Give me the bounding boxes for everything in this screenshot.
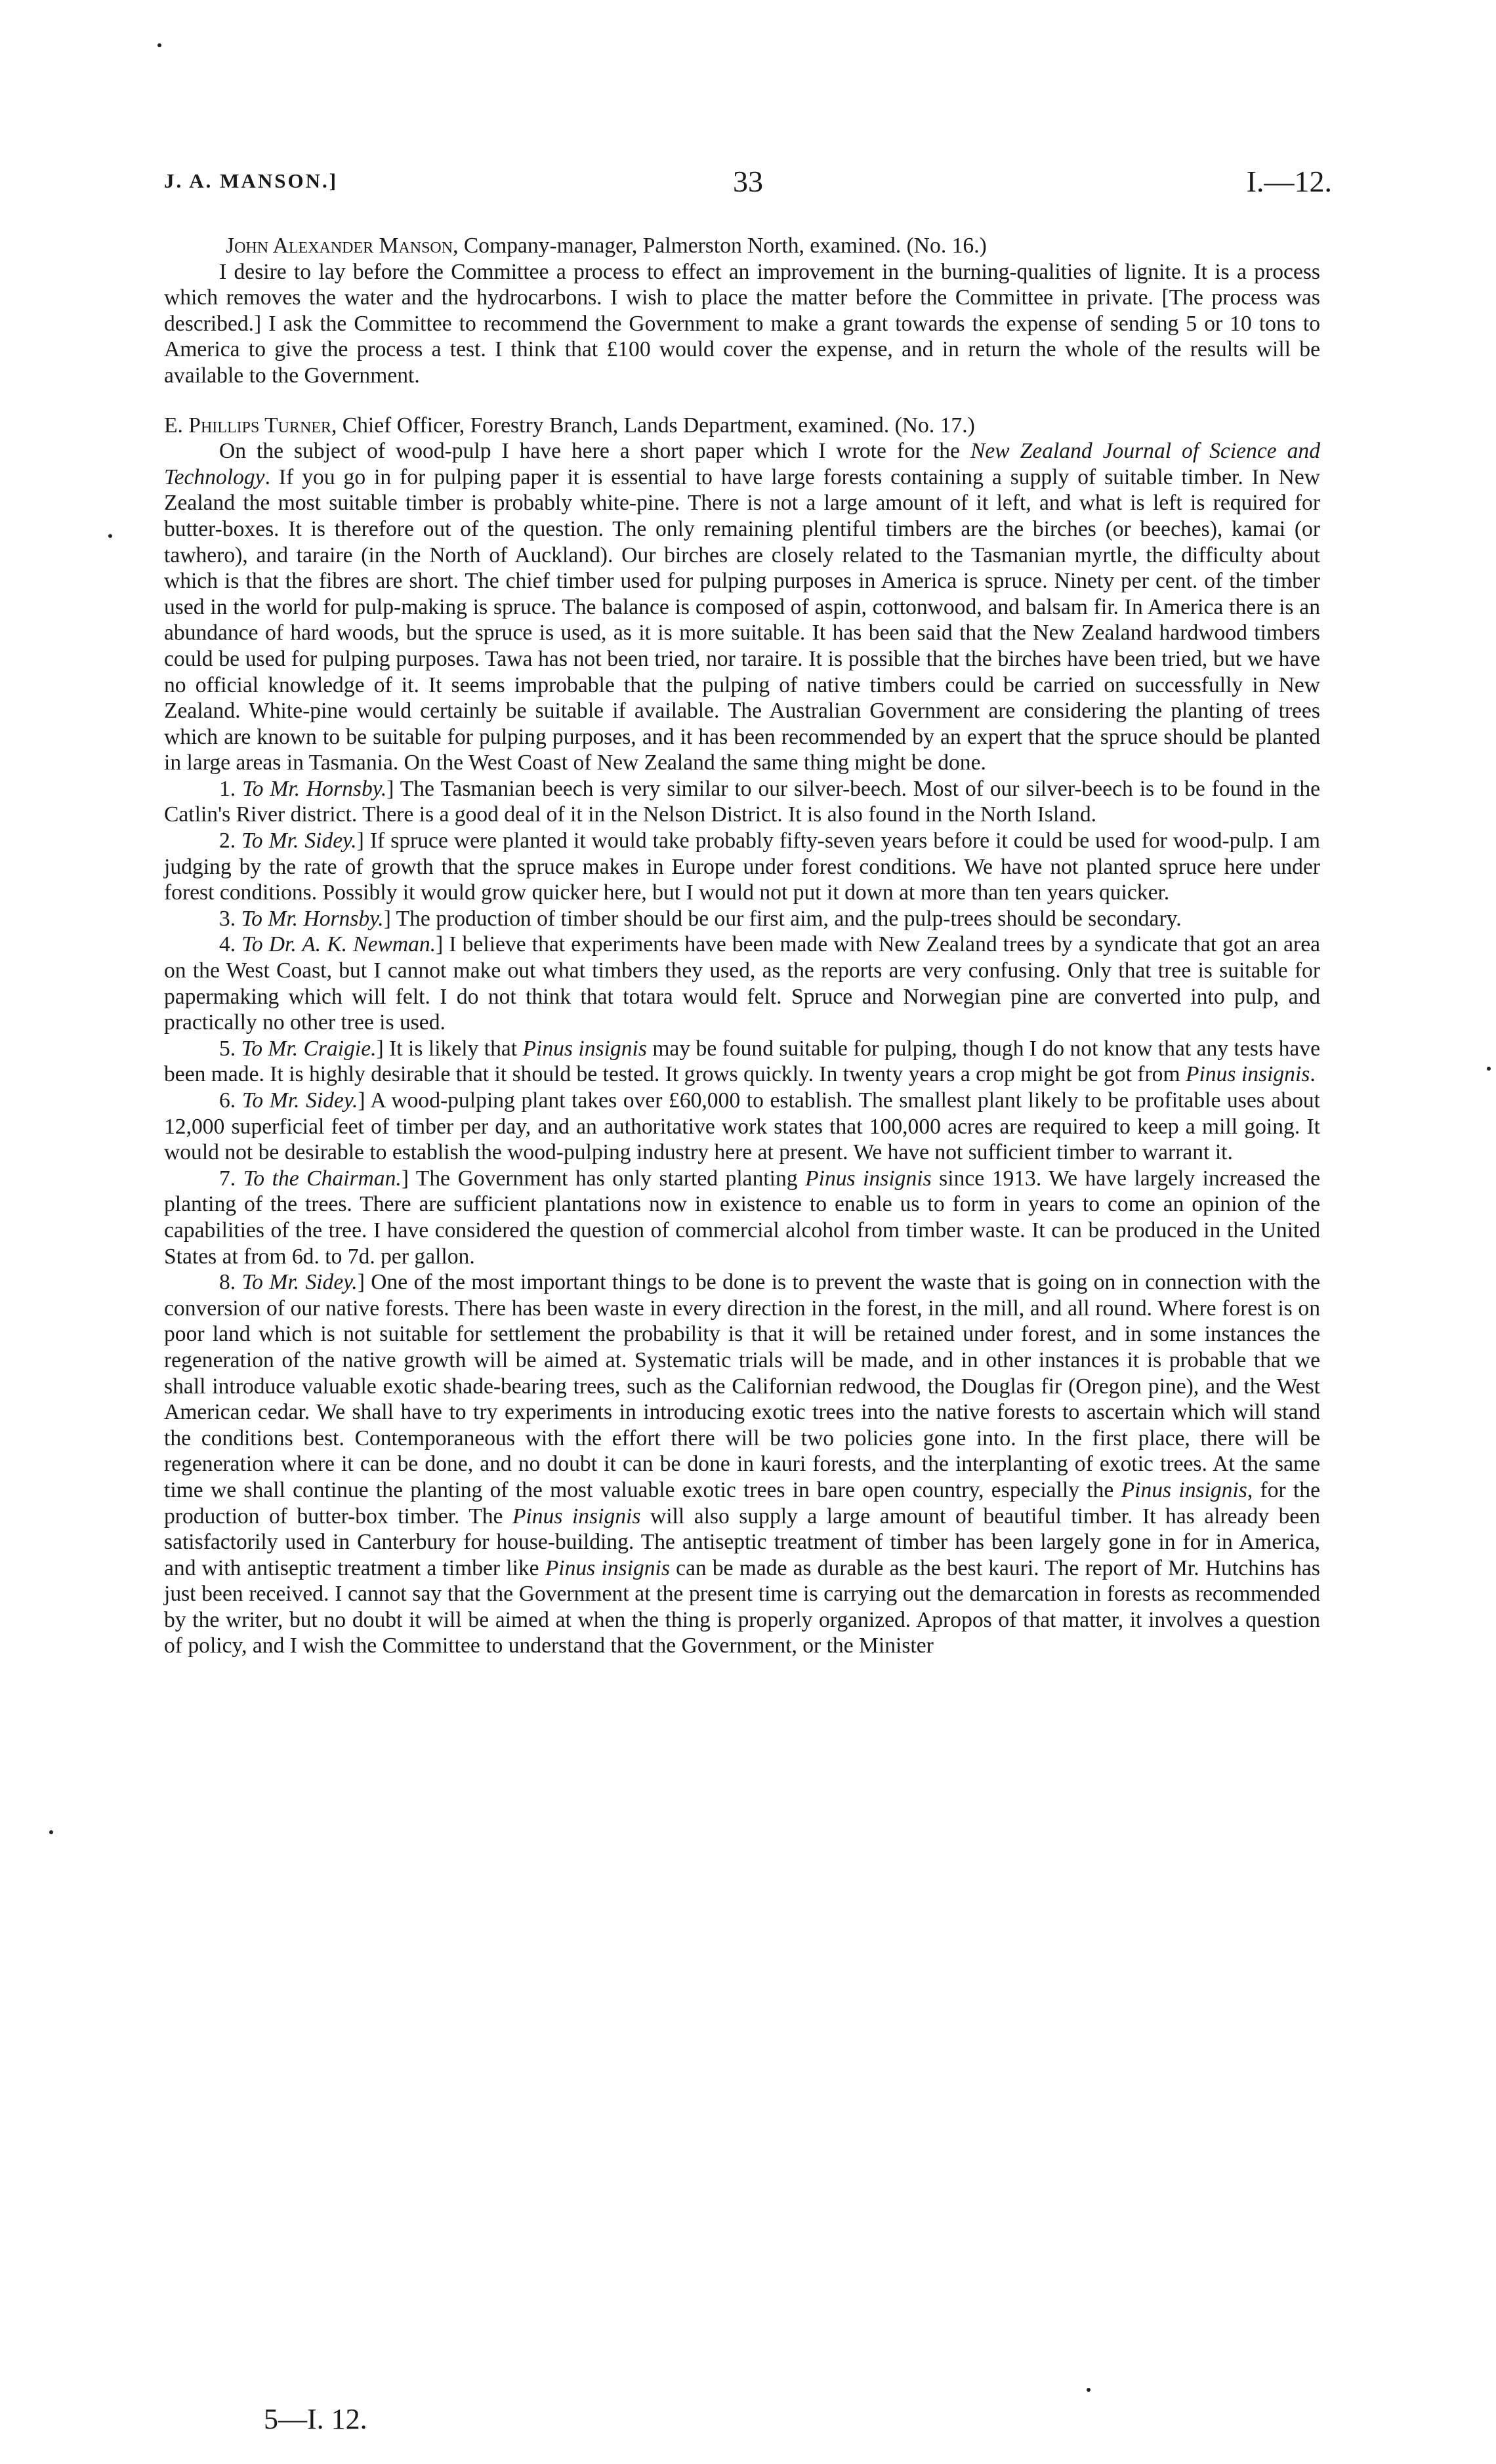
answer-text: ] The Government has only started planting	[401, 1166, 806, 1191]
speck	[157, 43, 161, 47]
speck	[1087, 2388, 1091, 2392]
page-number: 33	[733, 165, 763, 198]
question-number: 4.	[219, 932, 242, 957]
speck	[49, 1830, 53, 1834]
paragraph-manson: I desire to lay before the Committee a process to effect an improvement in the burning-qualities of lignite. It is a process which removes the water and the hydrocarbons. I wish to place the matter before the Committee in private. [The process was described.] I ask the Committee to recommend the Government to make a grant towards the expense of sending 5 or 10 tons to America to give the process a test. I think that £100 would cover the expense, and in return the whole of the results will be available to the Government.	[164, 259, 1320, 388]
question-paragraph	[164, 1036, 1320, 1088]
answer-text: can be made as durable as the best kauri. The report of Mr. Hutchins has just been received. I cannot say that the Government at the present time is carrying out the demarcation in forests as recommended by the writer, but no doubt it will be aimed at when the thing is properly organized. Apropos of that matter, it involves a question of policy, and I wish the Committee to understand that the Government, or the Minister	[164, 1555, 1320, 1658]
question-number: 3.	[219, 906, 241, 931]
witness-name: E. Phillips Turner	[164, 413, 331, 438]
witness-description: , Chief Officer, Forestry Branch, Lands Department, examined. (No. 17.)	[331, 413, 975, 438]
question-number: 7.	[219, 1166, 243, 1191]
species-name: Pinus insignis	[545, 1555, 670, 1580]
answer-text: ] The Tasmanian beech is very similar to our silver-beech. Most of our silver-beech is to be found in the Catlin's River district. There is a good deal of it in the Nelson District. It is also found in the North Island.	[164, 776, 1321, 827]
questioner: To Mr. Sidey.	[241, 1088, 358, 1113]
question-paragraph	[164, 1166, 1320, 1269]
species-name: Pinus insignis	[1121, 1477, 1247, 1502]
section-heading-turner	[164, 413, 1320, 439]
questions-list	[164, 776, 1320, 1659]
questioner: To Mr. Craigie.	[241, 1036, 377, 1061]
answer-text: ] It is likely that	[376, 1036, 523, 1061]
paragraph-turner-intro: On the subject of wood-pulp I have here a short paper which I wrote for the New Zealand Journal of Science and Technology. If you go in for pulping paper it is essential to have large forests containing a supply of suitable timber. In New Zealand the most suitable timber is probably white-pine. There is not a large amount of it left, and what is left is required for butter-boxes. It is therefore out of the question. The only remaining plentiful timbers are the birches (or beeches), kamai (or tawhero), and taraire (in the North of Auckland). Our birches are closely related to the Tasmanian myrtle, the difficulty about which is that the fibres are short. The chief timber used for pulping purposes in America is spruce. Ninety per cent. of the timber used in the world for pulp-making is spruce. The balance is composed of aspin, cottonwood, and balsam fir. In America there is an abundance of hard woods, but the spruce is used, as it is more suitable. It has been said that the New Zealand hardwood timbers could be used for pulping purposes. Tawa has not been tried, nor taraire. It is possible that the birches have been tried, but we have no official knowledge of it. It seems improbable that the pulping of native timbers could be carried on successfully in New Zealand. White-pine would certainly be suitable if available. The Australian Government are considering the planting of trees which are known to be suitable for pulping purposes, and it has been recommended by an expert that the spruce should be planted in large areas in Tasmania. On the West Coast of New Zealand the same thing might be done.	[164, 439, 1320, 775]
questioner: To Mr. Hornsby.	[242, 776, 387, 801]
question-paragraph	[164, 932, 1320, 1035]
question-paragraph	[164, 906, 1320, 932]
answer-text: will also supply a large amount of beautiful timber. It has already been satisfactorily used in Canterbury for house-building. The antiseptic treatment of timber has been largely gone in for in America, and with antiseptic treatment a timber like	[164, 1504, 1320, 1580]
species-name: Pinus insignis	[805, 1166, 932, 1191]
answer-text: ] One of the most important things to be done is to prevent the waste that is going on in connection with the conversion of our native forests. There has been waste in every direction in the forest, in the mill, and all round. Where forest is on poor land which is not suitable for settlement the probability is that it will be retained under forest, and in some instances the regeneration of the native growth will be aimed at. Systematic trials will be made, and in other instances it is probable that we shall introduce valuable exotic shade-bearing trees, such as the Californian redwood, the Douglas fir (Oregon pine), and the West American cedar. We shall have to try experiments in introducing exotic trees into the native forests to ascertain which will stand the conditions best. Contemporaneous with the effort there will be two policies gone into. In the first place, there will be regeneration where it can be done, and no doubt it can be done in kauri forests, and the interplanting of exotic trees. At the same time we shall continue the planting of the most valuable exotic trees in bare open country, especially the	[164, 1270, 1321, 1502]
question-paragraph	[164, 776, 1320, 828]
question-number: 5.	[219, 1036, 241, 1061]
question-paragraph	[164, 828, 1320, 906]
section-heading-manson	[164, 233, 1320, 259]
witness-description: , Company-manager, Palmerston North, examined. (No. 16.)	[453, 234, 987, 258]
answer-text: .	[1310, 1062, 1316, 1087]
signature-mark: 5—I. 12.	[264, 2403, 367, 2435]
answer-text: may be found suitable for pulping, though I do not know that any tests have been made. It is highly desirable that it should be tested. It grows quickly. In twenty years a crop might be got from	[164, 1036, 1321, 1087]
body-text	[164, 233, 1320, 1659]
answer-text: ] The production of timber should be our first aim, and the pulp-trees should be secondary.	[383, 906, 1182, 931]
answer-text: , for the production of butter-box timber. The	[164, 1477, 1320, 1529]
question-paragraph	[164, 1088, 1320, 1166]
questioner: To Dr. A. K. Newman.	[241, 932, 436, 957]
question-number: 1.	[219, 776, 243, 801]
answer-text: ] If spruce were planted it would take probably fifty-seven years before it could be used for wood-pulp. I am judging by the rate of growth that the spruce makes in Europe under forest conditions. We have not planted spruce here under forest conditions. Possibly it would grow quicker here, but I would not put it down at more than ten years quicker.	[164, 829, 1321, 905]
journal-title: New Zealand Journal of Science and Technology	[164, 439, 1320, 489]
page-header	[164, 164, 1332, 210]
speck	[1487, 1067, 1491, 1071]
species-name: Pinus insignis	[512, 1504, 641, 1529]
header-witness-name: J. A. MANSON.]	[164, 169, 339, 192]
questioner: To Mr. Hornsby.	[241, 906, 384, 931]
answer-text: ] I believe that experiments have been made with New Zealand trees by a syndicate that got an area on the West Coast, but I cannot make out what timbers they used, as the reports are very confusing. Only that tree is suitable for papermaking which will felt. I do not think that totara would felt. Spruce and Norwegian pine are converted into pulp, and practically no other tree is used.	[164, 932, 1321, 1035]
answer-text: since 1913. We have largely increased the planting of the trees. There are sufficient plantations now in existence to enable us to form in years to come an opinion of the capabilities of the tree. I have considered the question of commercial alcohol from timber waste. It can be produced in the United States at from 6d. to 7d. per gallon.	[164, 1166, 1320, 1269]
species-name: Pinus insignis	[522, 1036, 647, 1061]
question-paragraph	[164, 1269, 1320, 1659]
species-name: Pinus insignis	[1185, 1062, 1310, 1087]
answer-text: ] A wood-pulping plant takes over £60,000 to establish. The smallest plant likely to be profitable uses about 12,000 superficial feet of timber per day, and an authoritative work states that 100,000 acres are required to keep a mill going. It would not be desirable to establish the wood-pulping industry here at present. We have not sufficient timber to warrant it.	[164, 1088, 1321, 1165]
questioner: To the Chairman.	[243, 1166, 402, 1191]
questioner: To Mr. Sidey.	[241, 829, 357, 853]
speck	[108, 534, 112, 538]
question-number: 8.	[219, 1270, 242, 1295]
questioner: To Mr. Sidey.	[241, 1270, 358, 1295]
question-number: 2.	[219, 829, 242, 853]
paper-reference: I.—12.	[1246, 165, 1332, 198]
question-number: 6.	[219, 1088, 242, 1113]
witness-name: John Alexander Manson	[226, 234, 453, 258]
